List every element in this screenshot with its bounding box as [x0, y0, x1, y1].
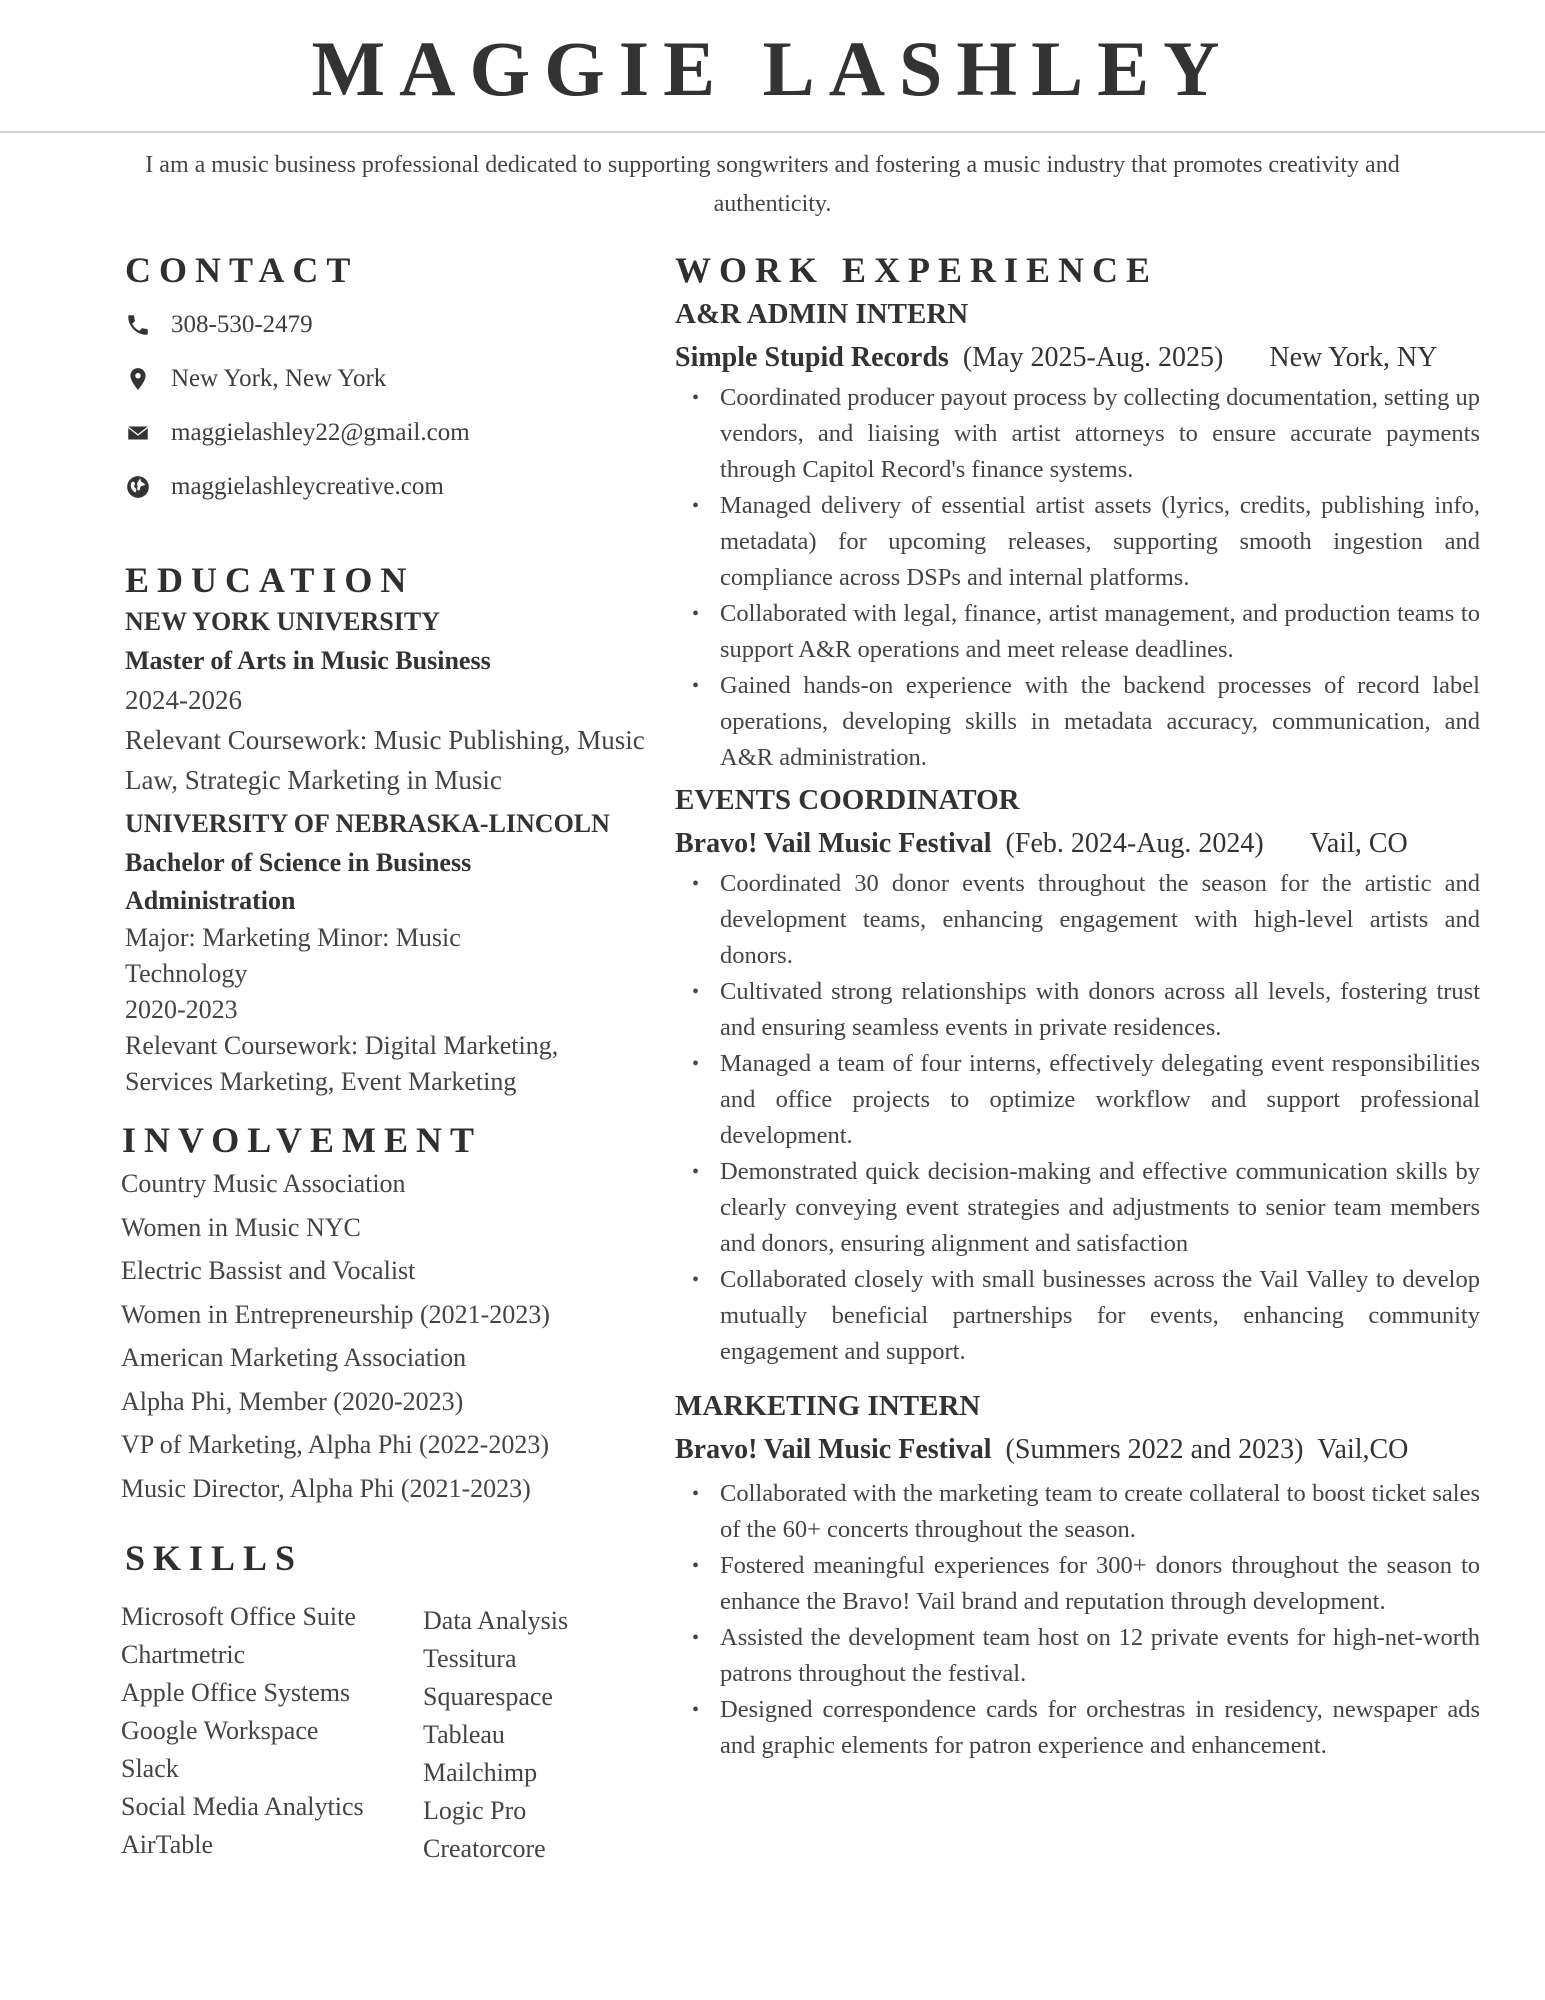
job-bullet: • Managed delivery of essential artist assets (lyrics, credits, publishing info, metadata) for upcoming releases, supporting smooth ingestion and compliance across DSPs and internal platforms.	[720, 488, 1480, 596]
job-bullet: • Collaborated closely with small businesses across the Vail Valley to develop mutually beneficial partnerships for events, enhancing community engagement and support.	[720, 1262, 1480, 1370]
degree: Master of Arts in Music Business	[125, 646, 491, 675]
header-divider	[0, 131, 1545, 133]
skill-item: Chartmetric	[121, 1640, 246, 1669]
job-title: EVENTS COORDINATOR	[675, 784, 1020, 816]
contact-location	[125, 352, 665, 406]
job-organization: Bravo! Vail Music Festival	[675, 1434, 992, 1465]
coursework: Relevant Coursework: Digital Marketing, Services Marketing, Event Marketing	[125, 1031, 559, 1096]
involvement-item: VP of Marketing, Alpha Phi (2022-2023)	[121, 1430, 549, 1459]
involvement-item: Women in Entrepreneurship (2021-2023)	[121, 1299, 550, 1329]
job-bullet: • Collaborated with legal, finance, artist management, and production teams to support A&R operations and meet release deadlines.	[720, 596, 1480, 668]
skill-item: Data Analysis	[423, 1606, 569, 1635]
education-school-2	[125, 804, 665, 1100]
skills-column-1	[121, 1598, 423, 1868]
job-meta	[675, 822, 1515, 866]
email-link[interactable]: maggielashley22@gmail.com	[171, 419, 470, 446]
job-bullet: • Collaborated with the marketing team to create collateral to boost ticket sales of the 60+ concerts throughout the season.	[720, 1476, 1480, 1548]
skill-item: Tessitura	[423, 1644, 517, 1673]
school-name: NEW YORK UNIVERSITY	[125, 607, 440, 636]
involvement-item: Alpha Phi, Member (2020-2023)	[121, 1386, 464, 1416]
job-meta	[675, 1428, 1515, 1472]
job-bullet: • Fostered meaningful experiences for 300+ donors throughout the season to enhance the Bravo! Vail brand and reputation through development.	[720, 1548, 1480, 1620]
job-bullet: • Cultivated strong relationships with donors across all levels, fostering trust and ensuring seamless events in private residences.	[720, 974, 1480, 1046]
job-bullet: • Designed correspondence cards for orchestras in residency, newspaper ads and graphic elements for patron experience and enhancement.	[720, 1692, 1480, 1764]
contact-email	[125, 406, 665, 460]
website-link[interactable]: maggielashleycreative.com	[171, 473, 444, 500]
skill-item: Creatorcore	[423, 1834, 546, 1863]
job-dates: (Feb. 2024-Aug. 2024)	[1005, 828, 1264, 859]
skill-item: Microsoft Office Suite	[121, 1602, 356, 1631]
years: 2024-2026	[125, 685, 242, 715]
coursework: Relevant Coursework: Music Publishing, Music Law, Strategic Marketing in Music	[125, 725, 645, 795]
skills-grid	[121, 1598, 665, 1868]
involvement-item: Women in Music NYC	[121, 1212, 361, 1242]
skill-item: Google Workspace	[121, 1716, 319, 1745]
contact-phone	[125, 298, 665, 352]
job-bullet: • Coordinated producer payout process by collecting documentation, setting up vendors, and liaising with artist attorneys to ensure accurate payments through Capitol Record's finance systems.	[720, 380, 1480, 488]
job-title: MARKETING INTERN	[675, 1390, 981, 1422]
education-school-1	[125, 602, 665, 800]
job-bullet: • Assisted the development team host on 12 private events for high-net-worth patrons throughout the festival.	[720, 1620, 1480, 1692]
phone-icon	[125, 312, 151, 338]
job-title: A&R ADMIN INTERN	[675, 298, 969, 330]
involvement-item: American Marketing Association	[121, 1343, 467, 1372]
job-bullet: • Gained hands-on experience with the backend processes of record label operations, developing skills in metadata accuracy, communication, and A&R administration.	[720, 668, 1480, 776]
involvement-item: Electric Bassist and Vocalist	[121, 1256, 416, 1285]
jobs-list	[675, 292, 1515, 1764]
work-heading: WORK EXPERIENCE	[675, 250, 1159, 290]
involvement-heading: INVOLVEMENT	[122, 1120, 483, 1160]
involvement-list	[121, 1162, 665, 1510]
skills-column-2	[423, 1602, 568, 1868]
job-location: New York, NY	[1269, 342, 1438, 373]
job-bullets	[675, 380, 1515, 776]
phone-text: 308-530-2479	[171, 311, 313, 338]
skill-item: Squarespace	[423, 1682, 553, 1711]
education-heading: EDUCATION	[125, 560, 415, 600]
candidate-name: MAGGIE LASHLEY	[311, 25, 1234, 112]
skill-item: Social Media Analytics	[121, 1792, 364, 1821]
involvement-item: Music Director, Alpha Phi (2021-2023)	[121, 1473, 531, 1503]
skill-item: Mailchimp	[423, 1758, 538, 1787]
job-dates: (May 2025-Aug. 2025)	[962, 342, 1224, 373]
job-organization: Bravo! Vail Music Festival	[675, 828, 992, 859]
contact-heading: CONTACT	[125, 250, 359, 290]
job-entry	[675, 778, 1515, 1370]
skill-item: Apple Office Systems	[121, 1678, 351, 1707]
job-bullet: • Managed a team of four interns, effectively delegating event responsibilities and office projects to optimize workflow and support professional development.	[720, 1046, 1480, 1154]
job-bullets	[675, 1476, 1515, 1764]
skill-item: Logic Pro	[423, 1796, 527, 1825]
location-text: New York, New York	[171, 365, 387, 392]
skill-item: Tableau	[423, 1720, 505, 1749]
job-meta	[675, 336, 1515, 380]
job-location: Vail, CO	[1309, 828, 1408, 859]
school-name: UNIVERSITY OF NEBRASKA-LINCOLN	[125, 809, 610, 838]
years: 2020-2023	[125, 995, 238, 1024]
job-organization: Simple Stupid Records	[675, 342, 949, 373]
skill-item: AirTable	[121, 1830, 214, 1859]
envelope-icon	[125, 420, 151, 446]
skill-item: Slack	[121, 1754, 179, 1783]
globe-icon	[125, 474, 151, 500]
contact-website	[125, 460, 665, 514]
right-column	[675, 248, 1515, 1764]
job-location: Vail,CO	[1317, 1434, 1409, 1465]
degree: Bachelor of Science in Business Administration	[125, 848, 472, 915]
job-bullet: • Coordinated 30 donor events throughout the season for the artistic and development teams, enhancing engagement with high-level artists and donors.	[720, 866, 1480, 974]
left-column	[121, 248, 665, 1868]
involvement-item: Country Music Association	[121, 1169, 406, 1198]
job-entry	[675, 1384, 1515, 1764]
job-entry	[675, 292, 1515, 776]
major: Major: Marketing Minor: Music Technology	[125, 923, 461, 988]
job-dates: (Summers 2022 and 2023)	[1005, 1434, 1304, 1465]
summary: I am a music business professional dedicated to supporting songwriters and fostering a music industry that promotes creativity and authenticity.	[145, 152, 1400, 217]
job-bullet: • Demonstrated quick decision-making and effective communication skills by clearly conveying event strategies and adjustments to senior team members and donors, ensuring alignment and satisfaction	[720, 1154, 1480, 1262]
location-pin-icon	[125, 366, 151, 392]
job-bullets	[675, 866, 1515, 1370]
skills-heading: SKILLS	[125, 1538, 304, 1578]
